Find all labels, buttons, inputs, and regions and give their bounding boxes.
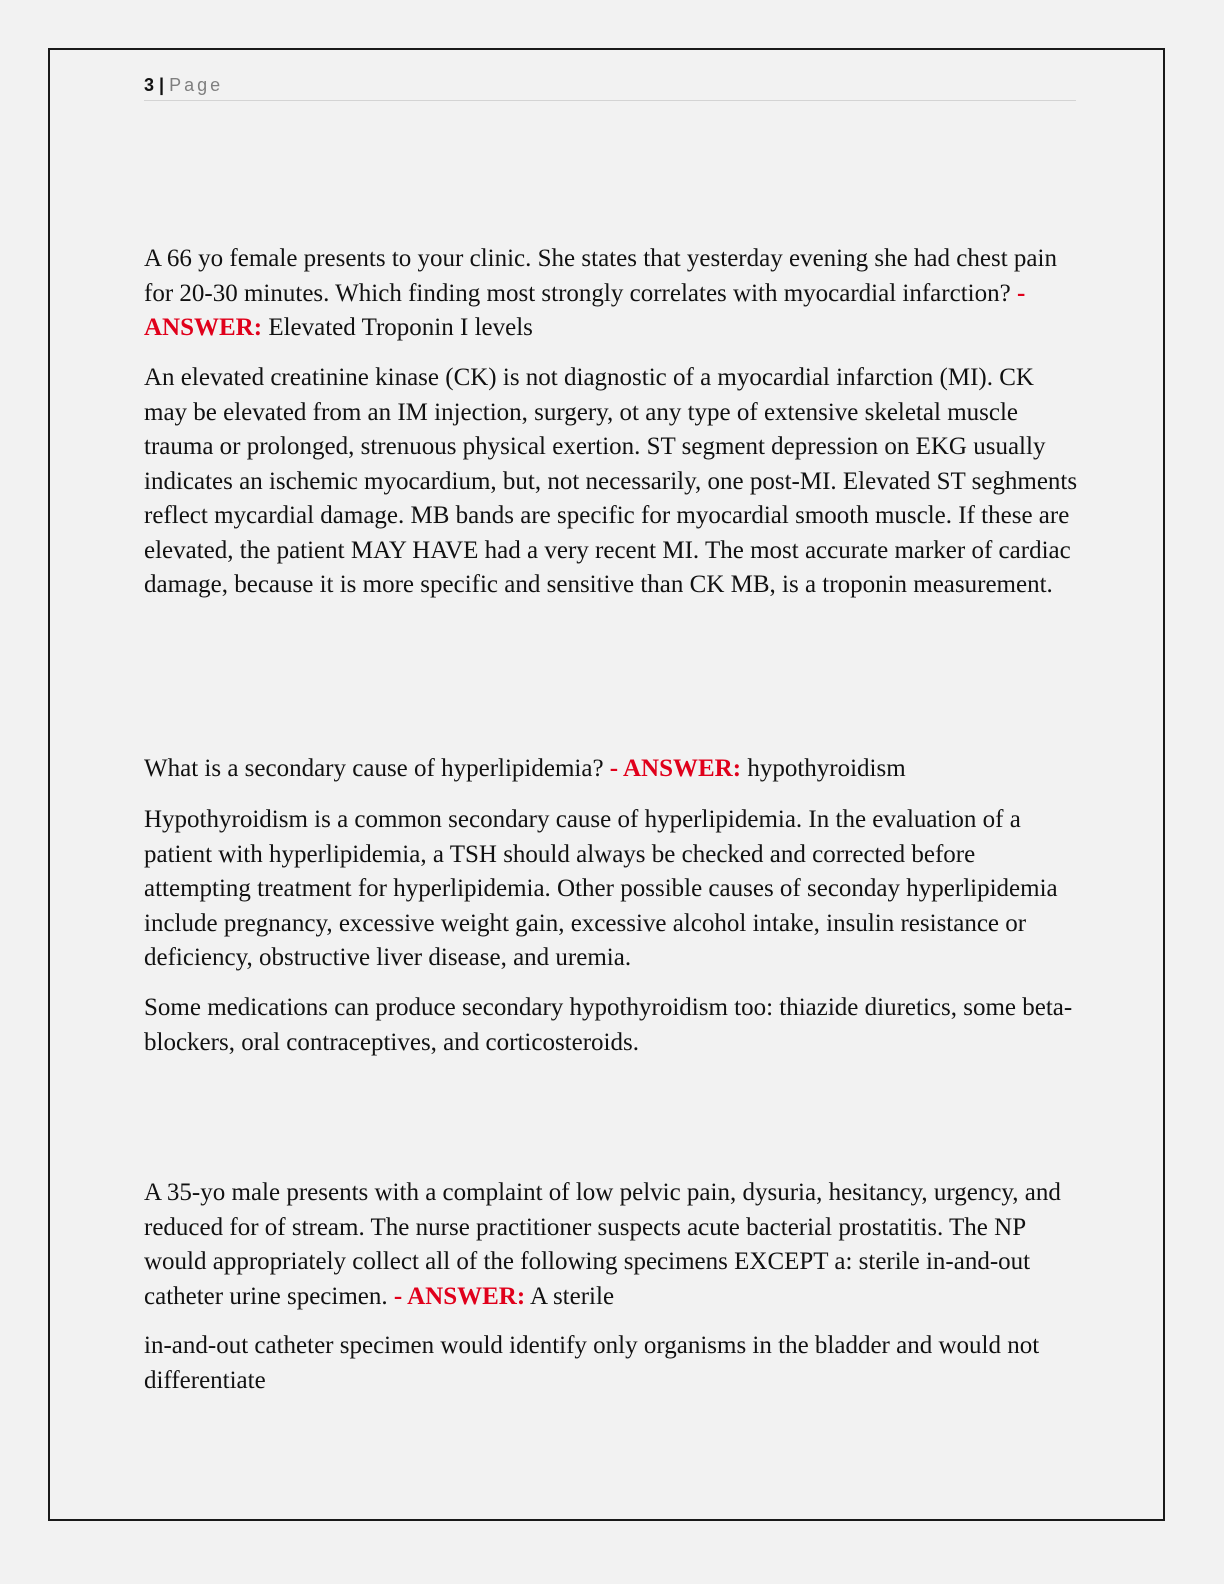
- question-text: [144, 1176, 1079, 1314]
- question-block-2: [144, 752, 1079, 787]
- answer: A sterile: [530, 1282, 615, 1310]
- answer-label: - ANSWER:: [609, 755, 742, 782]
- page-header: [144, 74, 1076, 101]
- question-block-1: [144, 242, 1079, 346]
- answer: hypothyroidism: [747, 755, 906, 782]
- answer-label: - ANSWER:: [393, 1282, 526, 1310]
- explanation-block-2b: [144, 991, 1079, 1060]
- question: What is a secondary cause of hyperlipidemia?: [144, 755, 604, 782]
- explanation-paragraph: Hypothyroidism is a common secondary cause of hyperlipidemia. In the evaluation of a patient with hyperlipidemia, a TSH should always be checked and corrected before attempting treatment for hyperlipidemia. Other possible causes of seconday hyperlipidemia include pregnancy, excessive weight gain, excessive alcohol intake, insulin resistance or deficiency, obstructive liver disease, and uremia.: [144, 806, 1058, 971]
- explanation-paragraph: An elevated creatinine kinase (CK) is not diagnostic of a myocardial infarction (MI). CK may be elevated from an IM injection, surgery, ot any type of extensive skeletal muscle trauma or prolonged, strenuous physical exertion. ST segment depression on EKG usually indicates an ischemic myocardium, but, not necessarily, one post-MI. Elevated ST seghments reflect mycardial damage. MB bands are specific for myocardial smooth muscle. If these are elevated, the patient MAY HAVE had a very recent MI. The most accurate marker of cardiac damage, because it is more specific and sensitive than CK MB, is a troponin measurement.: [144, 364, 1078, 598]
- question: A 35-yo male presents with a complaint of low pelvic pain, dysuria, hesitancy, urgency, and reduced for of stream. The nurse practitioner suspects acute bacterial prostatitis. The NP would appropriately collect all of the following specimens EXCEPT a: sterile in-and-out catheter urine specimen.: [144, 1179, 1061, 1310]
- question-text: [144, 752, 1079, 787]
- explanation-paragraph: in-and-out catheter specimen would identify only organisms in the bladder and would not differentiate: [144, 1332, 1040, 1394]
- explanation-block-1: [144, 361, 1079, 603]
- answer: Elevated Troponin I levels: [268, 314, 533, 341]
- question-block-3: [144, 1176, 1079, 1314]
- page-number: 3: [144, 75, 155, 95]
- answer-label: - ANSWER:: [144, 279, 1026, 341]
- explanation-block-3: [144, 1329, 1079, 1398]
- question-text: [144, 242, 1079, 346]
- explanation-paragraph: Some medications can produce secondary hypothyroidism too: thiazide diuretics, some beta-blockers, oral contraceptives, and corticosteroids.: [144, 994, 1073, 1056]
- explanation-block-2: [144, 803, 1079, 976]
- page-separator: |: [159, 75, 165, 95]
- page-label: Page: [169, 75, 224, 95]
- question: A 66 yo female presents to your clinic. She states that yesterday evening she had chest pain for 20-30 minutes. Which finding most strongly correlates with myocardial infarction?: [144, 245, 1057, 307]
